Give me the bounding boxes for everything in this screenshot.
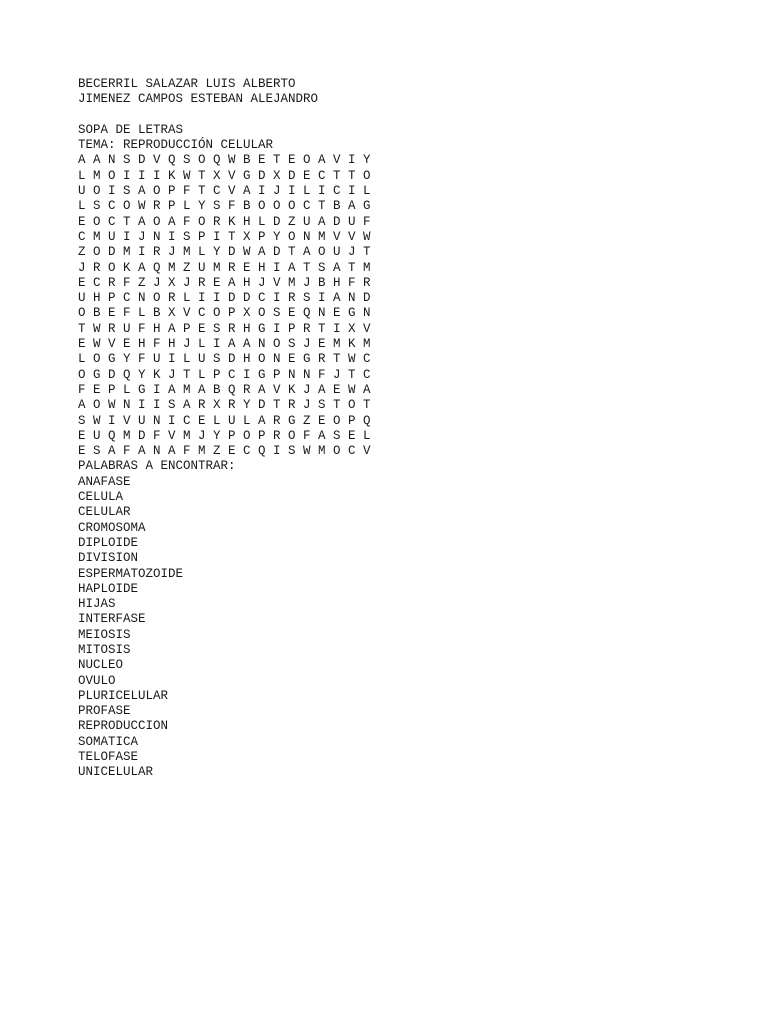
grid-row: L S C O W R P L Y S F B O O O C T B A G — [78, 199, 371, 214]
word-item: HAPLOIDE — [78, 581, 139, 596]
grid-row: F E P L G I A M A B Q R A V K J A E W A — [78, 382, 371, 397]
document-title: SOPA DE LETRAS — [78, 122, 184, 137]
grid-row: J R O K A Q M Z U M R E H I A T S A T M — [78, 260, 371, 275]
grid-row: E W V E H F H J L I A A N O S J E M K M — [78, 337, 371, 352]
word-item: REPRODUCCION — [78, 719, 169, 734]
word-item: INTERFASE — [78, 612, 146, 627]
grid-row: S W I V U N I C E L U L A R G Z E O P Q — [78, 413, 371, 428]
grid-row: C M U I J N I S P I T X P Y O N M V V W — [78, 229, 371, 244]
word-item: PROFASE — [78, 704, 131, 719]
author-1: BECERRIL SALAZAR LUIS ALBERTO — [78, 77, 296, 91]
grid-row: E O C T A O A F O R K H L D Z U A D U F — [78, 214, 371, 229]
word-item: PLURICELULAR — [78, 688, 169, 703]
word-item: MEIOSIS — [78, 627, 131, 642]
word-item: UNICELULAR — [78, 765, 154, 780]
document-page — [78, 77, 758, 781]
grid-row: L M O I I I K W T X V G D X D E C T T O — [78, 168, 371, 183]
word-item: MITOSIS — [78, 642, 131, 657]
word-list — [78, 475, 758, 781]
author-2: JIMENEZ CAMPOS ESTEBAN ALEJANDRO — [78, 92, 319, 107]
word-item: SOMATICA — [78, 734, 139, 749]
grid-row: U H P C N O R L I I D D C I R S I A N D — [78, 291, 371, 306]
word-search-grid — [78, 153, 758, 459]
word-item: ESPERMATOZOIDE — [78, 566, 184, 581]
word-item: DIPLOIDE — [78, 535, 139, 550]
word-item: CELULAR — [78, 505, 131, 520]
word-item: NUCLEO — [78, 658, 124, 673]
topic-line: TEMA: REPRODUCCIÓN CELULAR — [78, 138, 274, 153]
spacer — [78, 108, 758, 123]
word-item: ANAFASE — [78, 474, 131, 489]
word-item: CROMOSOMA — [78, 520, 146, 535]
grid-row: E C R F Z J X J R E A H J V M J B H F R — [78, 275, 371, 290]
grid-row: L O G Y F U I L U S D H O N E G R T W C — [78, 352, 371, 367]
grid-row: U O I S A O P F T C V A I J I L I C I L — [78, 184, 371, 199]
words-heading: PALABRAS A ENCONTRAR: — [78, 459, 236, 474]
grid-row: A O W N I I S A R X R Y D T R J S T O T — [78, 398, 371, 413]
grid-row: O G D Q Y K J T L P C I G P N N F J T C — [78, 367, 371, 382]
grid-row: A A N S D V Q S O Q W B E T E O A V I Y — [78, 153, 371, 168]
grid-row: O B E F L B X V C O P X O S E Q N E G N — [78, 306, 371, 321]
word-item: TELOFASE — [78, 750, 139, 765]
grid-row: T W R U F H A P E S R H G I P R T I X V — [78, 321, 371, 336]
grid-row: E S A F A N A F M Z E C Q I S W M O C V — [78, 444, 371, 459]
word-item: OVULO — [78, 673, 116, 688]
grid-row: E U Q M D F V M J Y P O P R O F A S E L — [78, 428, 371, 443]
grid-row: Z O D M I R J M L Y D W A D T A O U J T — [78, 245, 371, 260]
word-item: DIVISION — [78, 551, 139, 566]
word-item: CELULA — [78, 490, 124, 505]
word-item: HIJAS — [78, 597, 116, 612]
